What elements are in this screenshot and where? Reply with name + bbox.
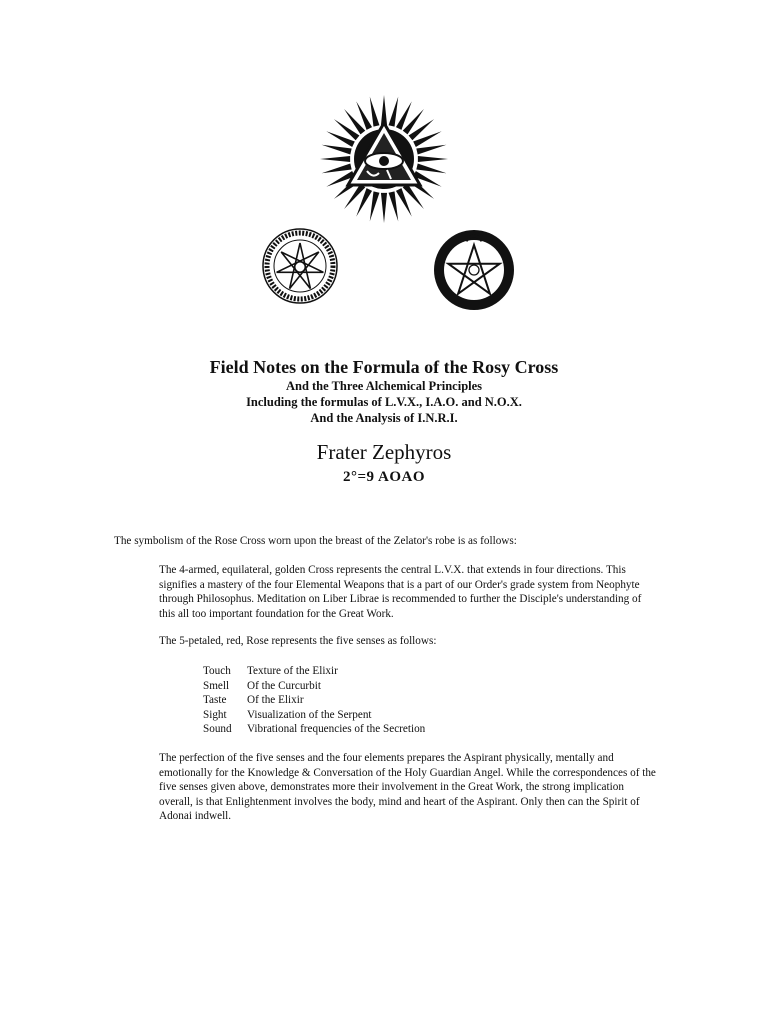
subtitle-1: And the Three Alchemical Principles xyxy=(285,379,483,393)
subtitle-2: Including the formulas of L.V.X., I.A.O. and N.O.X. xyxy=(246,395,522,409)
sense-meaning: Of the Elixir xyxy=(247,694,304,707)
sense-name: Touch xyxy=(203,665,231,677)
intro-paragraph: The symbolism of the Rose Cross worn upon the breast of the Zelator's robe is as follows: xyxy=(114,535,517,547)
grade-line: 2°=9 AOAO xyxy=(343,469,425,485)
all-seeing-eye-emblem xyxy=(317,93,451,225)
sense-name: Sound xyxy=(203,723,232,736)
subtitle-3: And the Analysis of I.N.R.I. xyxy=(310,411,458,425)
sense-name: Taste xyxy=(203,694,227,707)
sense-name: Sight xyxy=(203,708,227,721)
sense-meaning: Of the Curcurbit xyxy=(247,679,321,692)
senses-row xyxy=(203,693,425,708)
author-name: Frater Zephyros xyxy=(316,440,452,464)
sense-meaning: Visualization of the Serpent xyxy=(247,708,372,721)
sense-meaning: Vibrational frequencies of the Secretion xyxy=(247,723,426,736)
senses-row xyxy=(203,722,425,737)
senses-list xyxy=(203,664,425,737)
senses-row xyxy=(203,708,425,723)
senses-row xyxy=(203,679,425,694)
perfection-paragraph: The perfection of the five senses and the four elements prepares the Aspirant physically, mentally and emotionally for the Knowledge & Conversation of the Holy Guardian Angel. While the correspondences of the five senses given above, demonstrates more their involvement in the Great Work, the strong implication overall, is that Enlightenment involves the body, mind and heart of the Aspirant. Only then can the Spirit of Adonai indwell. xyxy=(159,752,656,823)
senses-row xyxy=(203,664,425,679)
heptagram-seal xyxy=(261,227,339,305)
pentagram-seal xyxy=(433,229,515,311)
document-title: Field Notes on the Formula of the Rosy Cross xyxy=(209,357,559,377)
cross-paragraph: The 4-armed, equilateral, golden Cross represents the central L.V.X. that extends in four directions. This signifies a mastery of the four Elemental Weapons that is a part of our Order's grade system from Neophyte through Philosophus. Meditation on Liber Librae is recommended to further the Disciple's understanding of this all too important foundation for the Great Work. xyxy=(159,564,642,620)
sense-name: Smell xyxy=(203,679,230,692)
sense-meaning: Texture of the Elixir xyxy=(247,665,338,677)
rose-paragraph: The 5-petaled, red, Rose represents the five senses as follows: xyxy=(159,635,437,647)
